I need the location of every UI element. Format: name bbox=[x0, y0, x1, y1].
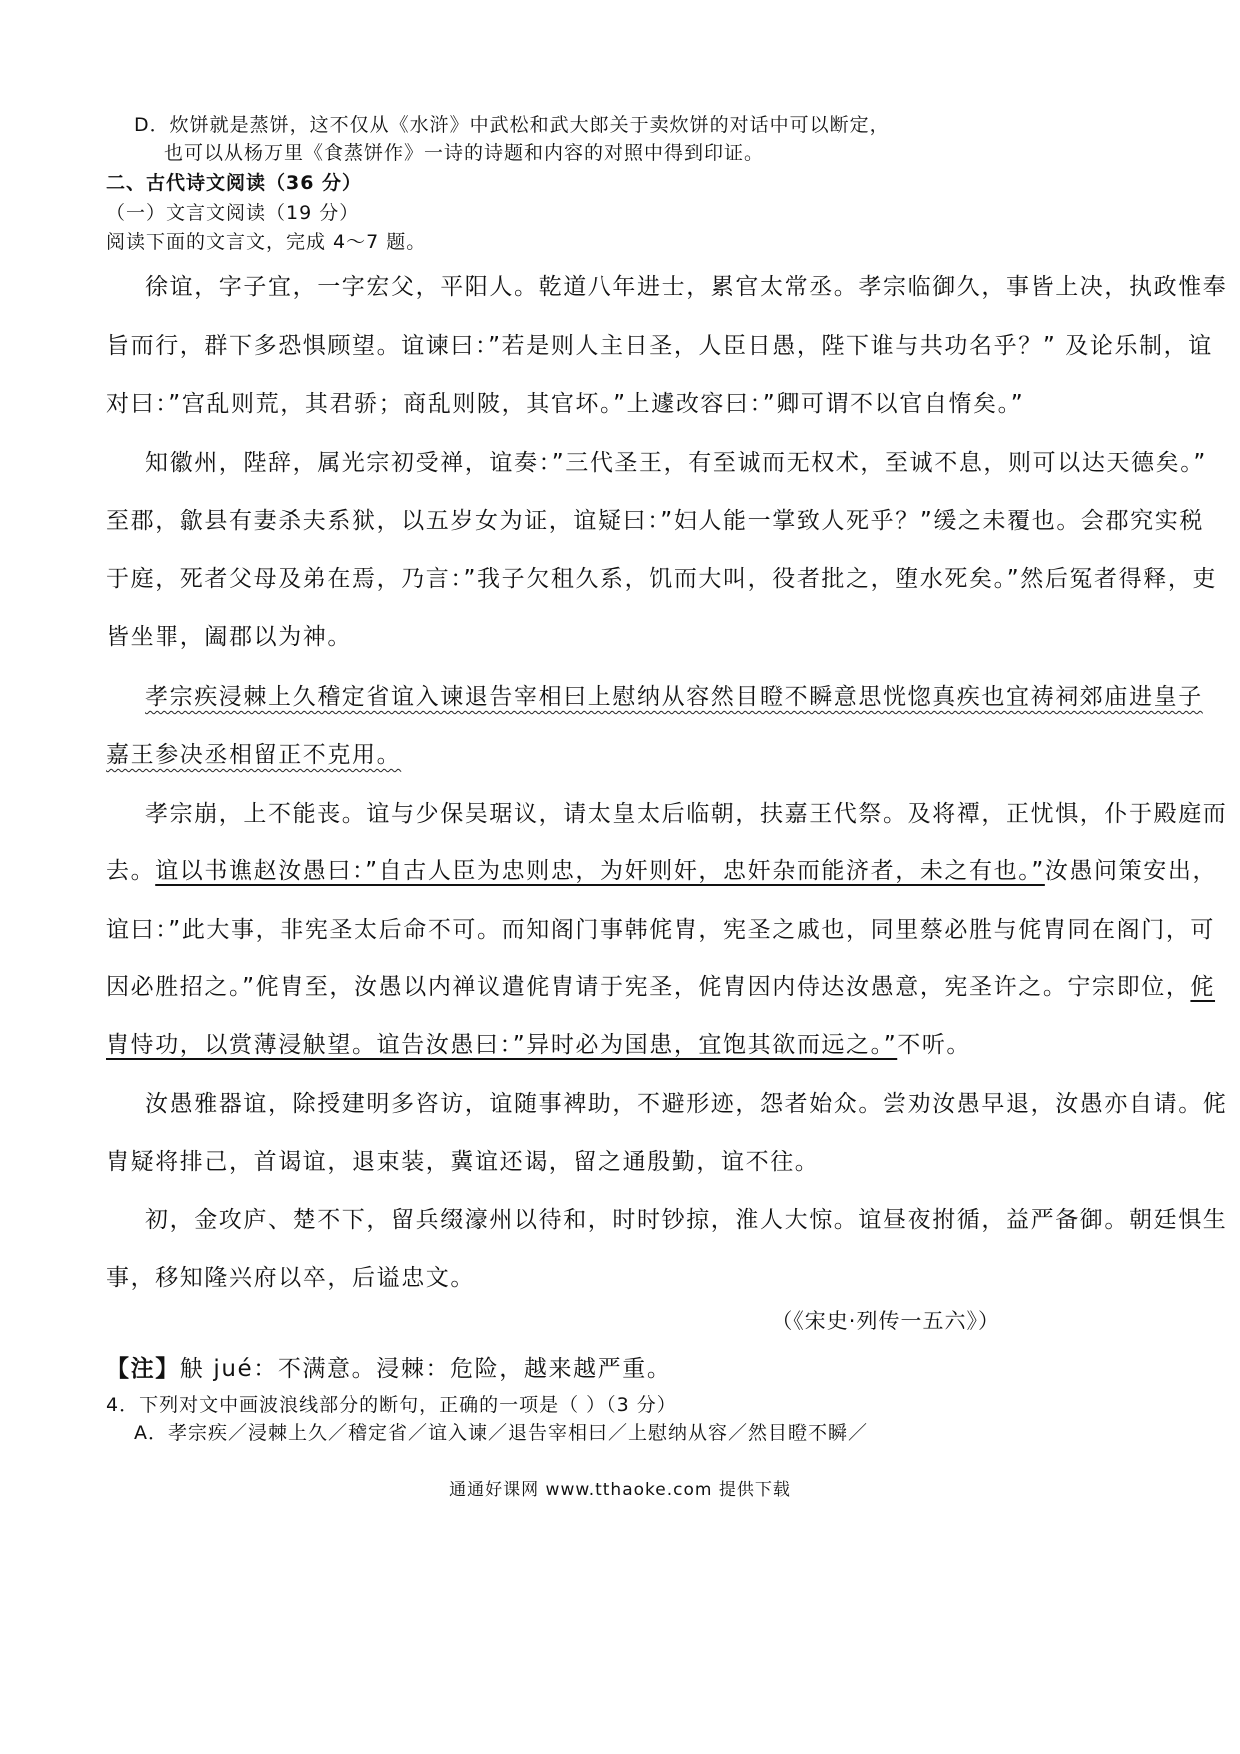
passage-line bbox=[106, 968, 1215, 1001]
wavy-underlined-passage: 孝宗疾浸棘上久稽定省谊入谏退告宰相曰上慰纳从容然目瞪不瞬意思恍惚真疾也宜祷祠郊庙进皇子 bbox=[145, 684, 1203, 710]
passage-line: 谊曰：”此大事，非宪圣太后命不可。而知阁门事韩侂胄，宪圣之戚也，同里蔡必胜与侂胄同在阁门，可 bbox=[106, 917, 1216, 943]
passage-line: 事，移知隆兴府以卒，后谥忠文。 bbox=[106, 1265, 475, 1291]
option-d-line-2: 也可以从杨万里《食蒸饼作》一诗的诗题和内容的对照中得到印证。 bbox=[164, 142, 765, 164]
passage-line: 于庭，死者父母及弟在焉，乃言：”我子欠租久系，饥而大叫，役者批之，堕水死矣。”然后冤者得释，吏 bbox=[106, 566, 1218, 592]
instruction: 阅读下面的文言文，完成 4～7 题。 bbox=[106, 231, 427, 253]
source-citation: （《宋史·列传一五六》） bbox=[771, 1309, 1000, 1333]
passage-line: 汝愚雅器谊，除授建明多咨访，谊随事裨助，不避形迹，怨者始众。尝劝汝愚早退，汝愚亦自请。侂 bbox=[145, 1091, 1228, 1117]
note-text: 觖 jué：不满意。浸棘：危险，越来越严重。 bbox=[179, 1356, 672, 1382]
option-d-line-1: D．炊饼就是蒸饼，这不仅从《水浒》中武松和武大郎关于卖炊饼的对话中可以断定， bbox=[134, 114, 890, 136]
passage-line: 对曰：”宫乱则荒，其君骄；商乱则陂，其官坏。”上遽改容曰：”卿可谓不以官自惰矣。” bbox=[106, 391, 1025, 417]
passage-line: 至郡，歙县有妻杀夫系狱，以五岁女为证，谊疑曰：”妇人能一掌致人死乎？”缓之未覆也。会郡究实税 bbox=[106, 508, 1204, 534]
passage-text: 不听。 bbox=[897, 1032, 972, 1058]
note-label: 【注】 bbox=[106, 1356, 180, 1382]
option-a: A．孝宗疾／浸棘上久／稽定省／谊入谏／退告宰相曰／上慰纳从容／然目瞪不瞬／ bbox=[134, 1422, 868, 1444]
passage-line bbox=[106, 1026, 971, 1059]
passage-text: 去。 bbox=[106, 858, 156, 884]
passage-text: 因必胜招之。”侂胄至，汝愚以内禅议遣侂胄请于宪圣，侂胄因内侍达汝愚意，宪圣许之。宁宗即位， bbox=[106, 974, 1191, 1000]
passage-line: 旨而行，群下多恐惧顾望。谊谏曰：”若是则人主日圣，人臣日愚，陛下谁与共功名乎？” 及论乐制，谊 bbox=[106, 333, 1213, 359]
section-heading: 二、古代诗文阅读（36 分） bbox=[106, 172, 363, 194]
underlined-sentence: 谊以书谯赵汝愚曰：”自古人臣为忠则忠，为奸则奸，忠奸杂而能济者，未之有也。” bbox=[155, 858, 1045, 884]
footer: 通通好课网 www.tthaoke.com 提供下载 bbox=[449, 1480, 791, 1500]
underlined-sentence: 侂 bbox=[1190, 974, 1216, 1000]
passage-line: 徐谊，字子宜，一字宏父，平阳人。乾道八年进士，累官太常丞。孝宗临御久，事皆上决，执政惟奉 bbox=[145, 274, 1228, 300]
passage-line bbox=[106, 852, 1217, 885]
wavy-underlined-passage: 嘉王参决丞相留正不克用。 bbox=[106, 742, 402, 768]
question-4: 4．下列对文中画波浪线部分的断句，正确的一项是（ ）（3 分） bbox=[106, 1394, 677, 1416]
underlined-sentence: 胄恃功，以赏薄浸觖望。谊告汝愚曰：”异时必为国患，宜饱其欲而远之。” bbox=[106, 1032, 898, 1058]
passage-line: 胄疑将排己，首谒谊，退束装，冀谊还谒，留之通殷勤，谊不往。 bbox=[106, 1149, 820, 1175]
passage-line: 知徽州，陛辞，属光宗初受禅，谊奏：”三代圣王，有至诚而无权术，至诚不息，则可以达天德矣。” bbox=[145, 450, 1207, 476]
passage-text: 汝愚问策安出， bbox=[1044, 858, 1218, 884]
passage-line: 初，金攻庐、楚不下，留兵缀濠州以待和，时时钞掠，淮人大惊。谊昼夜拊循，益严备御。朝廷惧生 bbox=[145, 1207, 1228, 1233]
note bbox=[106, 1350, 671, 1383]
passage-line: 孝宗崩，上不能丧。谊与少保吴琚议，请太皇太后临朝，扶嘉王代祭。及将禫，正忧惧，仆于殿庭而 bbox=[145, 801, 1228, 827]
passage-line: 皆坐罪，阖郡以为神。 bbox=[106, 624, 352, 650]
subsection-heading: （一）文言文阅读（19 分） bbox=[106, 202, 360, 224]
